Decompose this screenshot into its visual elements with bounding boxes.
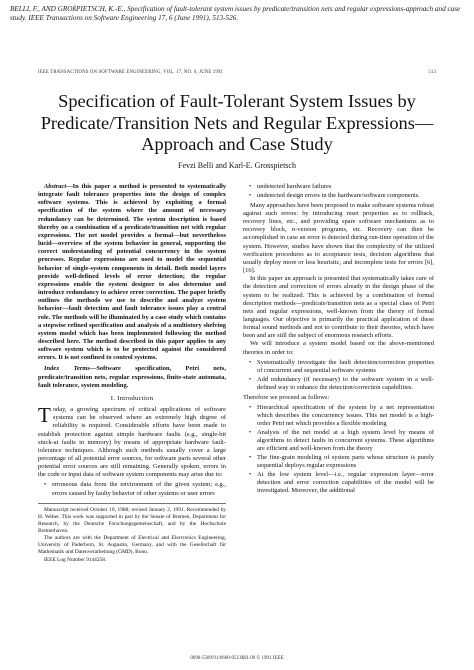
footnote-manuscript: Manuscript received October 10, 1988; revised January 2, 1991. Recommended by H. Weber. This work was supported in part by the Senate of Bremen, Department for Research, by the Deutsche Forschungsgemeinschaft, and by the Hochschule Bremerhaven. (38, 506, 226, 534)
drop-cap: T (38, 403, 51, 428)
index-terms-label: Index Terms (44, 365, 90, 373)
running-head (38, 70, 436, 75)
footnote (38, 503, 226, 564)
list-item-text: undetected design errors in the hardware/software components. (257, 191, 420, 199)
list-item (249, 183, 434, 191)
page-number: 513 (428, 70, 436, 75)
list-item-text: Systematically investigate the fault detection/correction properties of concurrent and sequential software systems (257, 358, 434, 374)
bullet-icon: • (249, 471, 252, 478)
left-column (38, 183, 226, 565)
citation-header: BELLI, F., AND GROßPIETSCH, K.-E., Specification of fault-tolerant system issues by predicate/transition nets and regular expressions-approach and case study. IEEE Transactions on Software Engineering 17, 6 (June 1991), 513-526. (10, 5, 461, 23)
error-source-bullet-list (243, 183, 434, 200)
bullet-icon: • (249, 455, 252, 461)
right-column (243, 183, 434, 497)
bullet-icon: • (249, 192, 252, 199)
paper-authors: Fevzi Belli and Karl-E. Grosspietsch (178, 161, 296, 170)
abstract (38, 183, 226, 362)
bullet-icon: • (249, 405, 252, 412)
intro-paragraph (38, 403, 226, 479)
list-item-text: undetected hardware failures (257, 183, 332, 190)
list-item-text: Hierarchical specification of the system by a net representation which describes the concurrency issues. This net model is a high-order Petri net which provides a flexible modeling (257, 404, 434, 428)
list-item (249, 404, 434, 428)
list-item (249, 191, 434, 200)
footnote-log-number: IEEE Log Number 9144258. (44, 557, 107, 564)
abstract-text: —In this paper a method is presented to systematically integrate fault tolerance properties into the design of complex software systems. This is achieved by exploiting a formal specification of the system where the amount of necessary redundancy can be determined. The system description is based thereby on a combination of a predicate/transition net with regular expressions. The net model provides a formal—but nevertheless lucid—overview of the system behavior in general, supporting the correct understanding of potential concurrency in the system processes. Regular expressions are used to model the sequential behavior of single-system components in detail. Both model layers provide well-defined levels of error detection; the regular expressions enable the system designer to also determine and introduce redundancy to achieve error correction. The paper briefly outlines the methods we use to describe and analyze system behavior—fault detection and fault tolerance issues play a central role. The methods will be illuminated by a case study which contains a stepwise refined specification and analysis of a multistory shelving system model which has been implemented following the method described here. The method described in this paper applies to any software system which is to be protected against the considered errors. It is not confined to control systems. (38, 183, 226, 362)
list-item (249, 470, 434, 495)
list-item (44, 481, 226, 497)
list-item-text: At the low system level—i.e., regular expression layer—error detection and error correction capabilities of the model will be investigated. Moreover, the additional (257, 470, 434, 495)
bullet-icon: • (44, 482, 47, 489)
intro-paragraph-text: oday, a growing spectrum of critical applications of software systems can be observed where an extremely high degree of reliability is required. Considerable efforts have been made to establish protection against simple hardware faults (e.g., single-bit stuck-at faults in memory) by means of appropriate hardware fault-tolerance techniques. Although such methods usually cover a large percentage of all potential error sources, for software parts several other potential error sources are still remaining. Generally spoken, errors in the code or input data of software system components may arise due to: (38, 406, 226, 479)
paragraph-proceed: Therefore we proceed as follows: (243, 393, 330, 401)
list-item (249, 429, 434, 453)
footnote-authors: The authors are with the Department of Electrical and Electronics Engineering, University of Paderborn, St. Augustin, Germany, and with the Gesellschaft für Mathematik und Datenverarbeitung (GMD), Bonn. (38, 535, 226, 556)
paper-title: Specification of Fault-Tolerant System Issues by Predicate/Transition Nets and Regular Expressions—Approach and Case Study (40, 91, 434, 154)
paragraph-approaches: Many approaches have been proposed to make software systems robust against such errors: by introducing reset properties as to rollback, recovery lines, etc., and providing spare software mechanisms as to recovery block, n-version programs, etc. Recovery can then be accomplished in case an error is detected during run-time operation of the system. However, studies have shown that the complexity of the utilized verification procedures as to acceptance tests, decision algorithms that usually deploy more or less heuristic, and incomplete tests for errors [6], [16]. (243, 201, 434, 275)
index-terms (38, 365, 226, 389)
copyright-footer: 0098-5589/91/0600-0513$01.00 © 1991 IEEE (190, 656, 284, 661)
bullet-icon: • (249, 359, 252, 366)
list-item-text: erroneous data from the environment of the given system; e.g., errors caused by faulty behavior of other systems or user errors (52, 481, 226, 497)
list-item-text: The fine-grain modeling of system parts whose structure is purely sequential deploys regular expressions (257, 454, 434, 470)
list-item (249, 454, 434, 470)
list-item-text: Analysis of the net model at a high system level by means of algorithms to detect faults in concurrent systems. These algorithms are efficient and well-known from the theory (257, 429, 434, 453)
paragraph-this-paper: In this paper an approach is presented that systematically takes care of the detection and correction of errors already in the design phase of the system to be realized. This is achieved by a combination of formal description methods—predicate/transition nets as a special class of Petri nets and regular expressions, well-known from the theory of formal languages. Our objective is primarily the practical application of these formal sound methods and not to contribute to their theories, which have been and are still the subject of enormous research efforts. (243, 275, 434, 340)
bullet-icon: • (249, 184, 252, 190)
list-item (249, 358, 434, 375)
bullet-icon: • (249, 376, 252, 383)
list-item (249, 375, 434, 392)
abstract-label: Abstract (44, 183, 67, 190)
section-heading-introduction: I. Introduction (110, 394, 154, 402)
index-terms-text: —Software specification, Petri nets, predicate/transition nets, regular expressions, finite-state automata, fault tolerance, system modeling. (38, 365, 226, 389)
running-head-journal: IEEE TRANSACTIONS ON SOFTWARE ENGINEERING, VOL. 17, NO. 6, JUNE 1991 (38, 70, 223, 75)
paragraph-system-model: We will introduce a system model based on the above-mentioned theories in order to: (243, 340, 434, 356)
bullet-icon: • (249, 430, 252, 437)
steps-bullet-list (243, 404, 434, 495)
goals-bullet-list (243, 359, 434, 392)
list-item-text: Add redundancy (if necessary) to the software system in a well-defined way to enhance the detection/correction capabilities. (257, 375, 434, 391)
intro-bullet-list (38, 481, 226, 497)
